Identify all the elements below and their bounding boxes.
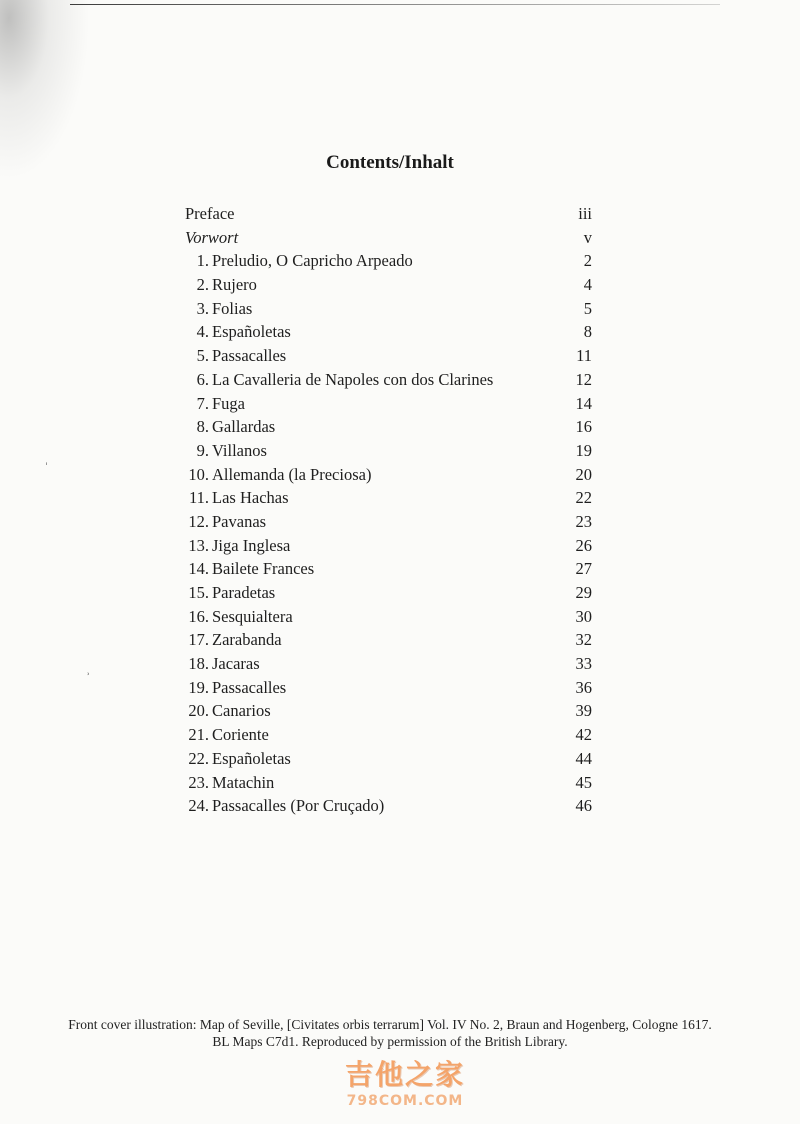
toc-entry-label bbox=[185, 226, 238, 250]
toc-entry-title: Bailete Frances bbox=[212, 559, 315, 579]
toc-entry-page: 36 bbox=[575, 677, 592, 697]
footer-credit bbox=[0, 1016, 780, 1050]
toc-entry-number: 2. bbox=[196, 275, 209, 295]
scan-speck: ʾ bbox=[87, 672, 91, 683]
toc-entry-title: Folias bbox=[212, 298, 253, 318]
toc-entry bbox=[185, 723, 595, 747]
toc-entry-page: 5 bbox=[583, 298, 592, 318]
toc-entry-number: 14. bbox=[188, 559, 209, 579]
toc-entry-number: 5. bbox=[196, 346, 209, 366]
toc-entry-label bbox=[185, 652, 260, 676]
toc-entry bbox=[185, 628, 595, 652]
toc-entry-page: 20 bbox=[575, 464, 592, 484]
toc-entry-number: 21. bbox=[188, 725, 209, 745]
toc-entry-number: 8. bbox=[196, 417, 209, 437]
toc-entry-label bbox=[185, 320, 291, 344]
toc-entry bbox=[185, 415, 595, 439]
toc-entry-page: 27 bbox=[575, 559, 592, 579]
toc-entry-label bbox=[185, 392, 245, 416]
toc-entry-number: 20. bbox=[188, 701, 209, 721]
toc-entry-page: 11 bbox=[576, 346, 592, 366]
toc-entry-page: 33 bbox=[575, 654, 592, 674]
toc-entry bbox=[185, 368, 595, 392]
toc-entry-number: 4. bbox=[196, 322, 209, 342]
toc-entry bbox=[185, 226, 595, 250]
toc-entry-title: Zarabanda bbox=[212, 630, 282, 650]
toc-entry bbox=[185, 581, 595, 605]
toc-entry-title: Fuga bbox=[212, 393, 245, 413]
toc-entry-label bbox=[185, 415, 275, 439]
toc-entry-label bbox=[185, 605, 293, 629]
toc-entry bbox=[185, 794, 595, 818]
toc-entry-page: 14 bbox=[575, 393, 592, 413]
toc-entry-page: v bbox=[583, 227, 592, 247]
toc-entry-title: Passacalles (Por Cruçado) bbox=[212, 796, 385, 816]
toc-entry-page: 45 bbox=[575, 772, 592, 792]
toc-entry-title: Rujero bbox=[212, 275, 257, 295]
toc-entry-label bbox=[185, 699, 271, 723]
toc-entry-number: 24. bbox=[188, 796, 209, 816]
toc-entry-title: Preface bbox=[185, 204, 235, 223]
toc-entry-label bbox=[185, 273, 257, 297]
toc-entry bbox=[185, 249, 595, 273]
toc-entry-label bbox=[185, 557, 314, 581]
toc-entry-page: 30 bbox=[575, 606, 592, 626]
toc-entry-number: 18. bbox=[188, 654, 209, 674]
toc-entry-title: Gallardas bbox=[212, 417, 276, 437]
toc-entry-page: 23 bbox=[575, 511, 592, 531]
toc-entry-title: Jiga Inglesa bbox=[212, 535, 291, 555]
toc-entry-number: 17. bbox=[188, 630, 209, 650]
toc-entry-label bbox=[185, 723, 269, 747]
toc-entry-page: 42 bbox=[575, 725, 592, 745]
toc-entry-title: Sesquialtera bbox=[212, 606, 293, 626]
toc-entry-title: Españoletas bbox=[212, 322, 291, 342]
toc-entry bbox=[185, 652, 595, 676]
toc-entry-number: 10. bbox=[188, 464, 209, 484]
footer-line-1: Front cover illustration: Map of Seville, [Civitates orbis terrarum] Vol. IV No. 2, Braun and Hogenberg, Cologne 1617. bbox=[68, 1017, 712, 1032]
toc-entry-label bbox=[185, 344, 286, 368]
toc-entry-title: Pavanas bbox=[212, 511, 267, 531]
toc-entry-page: 22 bbox=[575, 488, 592, 508]
page-title: Contents/Inhalt bbox=[326, 152, 454, 173]
toc-entry-title: Las Hachas bbox=[212, 488, 289, 508]
toc-entry bbox=[185, 202, 595, 226]
toc-entry-number: 9. bbox=[196, 440, 209, 460]
watermark-logo bbox=[320, 1058, 490, 1118]
toc-entry-title: Españoletas bbox=[212, 748, 291, 768]
scan-speck: ˈ bbox=[45, 462, 48, 473]
toc-entry-page: 2 bbox=[583, 251, 592, 271]
toc-entry-title: Canarios bbox=[212, 701, 271, 721]
toc-entry-number: 11. bbox=[188, 488, 209, 508]
toc-entry-title: Preludio, O Capricho Arpeado bbox=[212, 251, 413, 271]
toc-entry-title: La Cavalleria de Napoles con dos Clarines bbox=[212, 369, 494, 389]
toc-entry-page: 46 bbox=[575, 796, 592, 816]
toc-entry-number: 12. bbox=[188, 511, 209, 531]
toc-entry-number: 3. bbox=[196, 298, 209, 318]
toc-entry-page: 8 bbox=[583, 322, 592, 342]
toc-entry bbox=[185, 510, 595, 534]
toc-entry-number: 7. bbox=[196, 393, 209, 413]
toc-entry-title: Coriente bbox=[212, 725, 269, 745]
toc-entry bbox=[185, 557, 595, 581]
toc-entry-number: 15. bbox=[188, 583, 209, 602]
toc-entry-number: 13. bbox=[188, 535, 209, 555]
toc-entry-number: 22. bbox=[188, 748, 209, 768]
toc-entry-number: 23. bbox=[188, 772, 209, 792]
toc-entry bbox=[185, 297, 595, 321]
toc-entry bbox=[185, 439, 595, 463]
toc-entry-label bbox=[185, 747, 291, 771]
toc-entry-label bbox=[185, 486, 289, 510]
toc-entry-page: 29 bbox=[575, 583, 592, 602]
toc-entry-label bbox=[185, 297, 252, 321]
toc-entry-label bbox=[185, 439, 267, 463]
toc-entry-label bbox=[185, 628, 282, 652]
toc-entry-label bbox=[185, 249, 413, 273]
toc-entry-page: 16 bbox=[575, 417, 592, 437]
toc-entry-label bbox=[185, 676, 286, 700]
toc-entry-label bbox=[185, 510, 266, 534]
toc-entry bbox=[185, 699, 595, 723]
toc-entry-label bbox=[185, 771, 274, 795]
toc-entry-number: 19. bbox=[188, 677, 209, 697]
toc-entry bbox=[185, 320, 595, 344]
toc-entry-title: Matachin bbox=[212, 772, 275, 792]
scan-edge-line bbox=[70, 4, 720, 5]
toc-entry bbox=[185, 605, 595, 629]
toc-entry-title: Allemanda (la Preciosa) bbox=[212, 464, 372, 484]
toc-entry-label bbox=[185, 463, 371, 487]
toc-entry-page: 4 bbox=[583, 275, 592, 295]
toc-entry bbox=[185, 463, 595, 487]
toc-entry-label bbox=[185, 534, 290, 558]
toc-entry bbox=[185, 273, 595, 297]
toc-entry-page: 19 bbox=[575, 440, 592, 460]
toc-entry-label bbox=[185, 794, 384, 818]
toc-entry-title: Passacalles bbox=[212, 346, 287, 366]
toc-entry-page: 32 bbox=[575, 630, 592, 650]
toc-entry-title: Vorwort bbox=[185, 227, 239, 247]
toc-entry-title: Villanos bbox=[212, 440, 267, 460]
toc-entry bbox=[185, 486, 595, 510]
toc-entry bbox=[185, 534, 595, 558]
toc-entry-page: 39 bbox=[575, 701, 592, 721]
toc-entry bbox=[185, 747, 595, 771]
toc-entry-label bbox=[185, 202, 234, 226]
toc-entry bbox=[185, 392, 595, 416]
toc-entry-page: iii bbox=[578, 204, 592, 223]
toc-entry-page: 12 bbox=[575, 369, 592, 389]
toc-entry-title: Jacaras bbox=[212, 654, 260, 674]
toc-entry-title: Paradetas bbox=[212, 583, 276, 602]
toc-entry bbox=[185, 771, 595, 795]
toc-entry-title: Passacalles bbox=[212, 677, 287, 697]
toc-entry-page: 26 bbox=[575, 535, 592, 555]
toc-entry bbox=[185, 676, 595, 700]
table-of-contents bbox=[185, 202, 595, 818]
toc-entry-page: 44 bbox=[575, 748, 592, 768]
toc-entry-label bbox=[185, 368, 493, 392]
toc-entry bbox=[185, 344, 595, 368]
watermark-sub-text: 798COM.COM bbox=[346, 1093, 464, 1109]
toc-entry-number: 16. bbox=[188, 606, 209, 626]
toc-entry-label bbox=[185, 581, 275, 605]
watermark-main-text: 吉他之家 bbox=[344, 1058, 465, 1091]
toc-entry-number: 6. bbox=[196, 369, 209, 389]
footer-line-2: BL Maps C7d1. Reproduced by permission of the British Library. bbox=[212, 1034, 568, 1049]
toc-entry-number: 1. bbox=[196, 251, 209, 271]
